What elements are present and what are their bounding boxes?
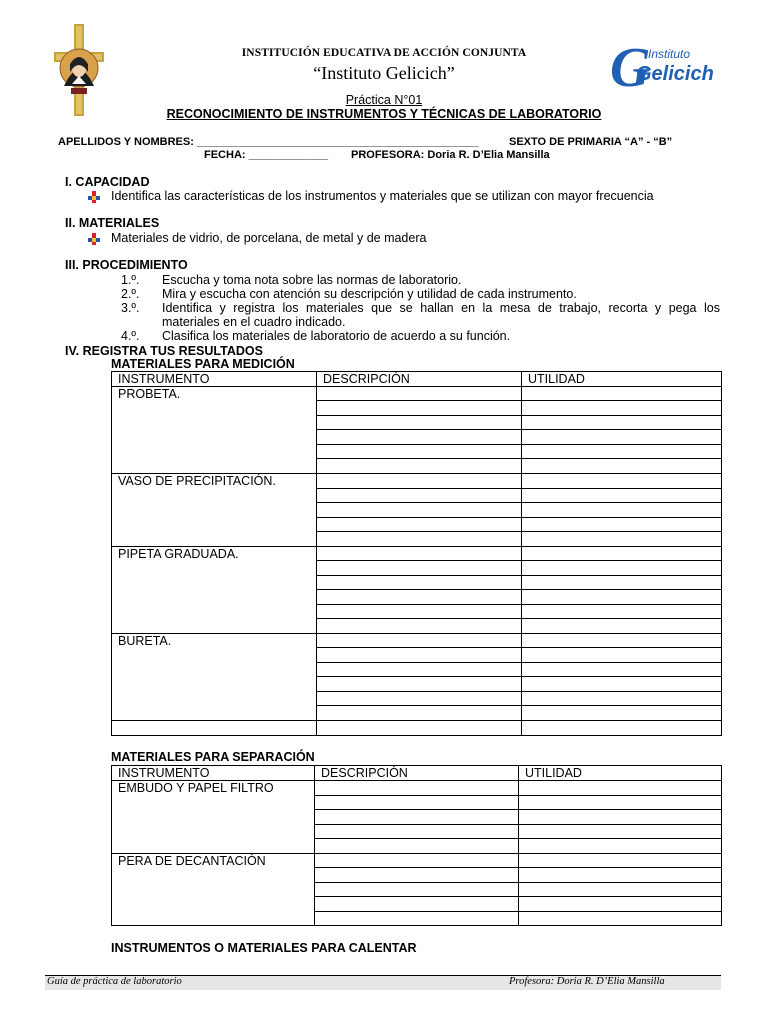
- utility-cell: [519, 781, 722, 796]
- utility-cell: [522, 692, 722, 706]
- procedure-heading: III. PROCEDIMIENTO: [65, 258, 188, 272]
- utility-cell: [519, 897, 722, 912]
- school-name: “Instituto Gelicich”: [313, 63, 455, 83]
- description-cell: [317, 590, 522, 605]
- utility-cell: [522, 547, 722, 561]
- step-number: 3.º.: [121, 301, 140, 315]
- utility-cell: [522, 561, 722, 576]
- gelicich-wordmark-logo: [608, 36, 714, 99]
- description-cell: [317, 532, 522, 547]
- instrument-cell: BURETA.: [112, 634, 317, 721]
- description-cell: [317, 706, 522, 721]
- utility-cell: [519, 810, 722, 825]
- description-cell: [317, 430, 522, 445]
- description-cell: [317, 561, 522, 576]
- description-cell: [315, 912, 519, 926]
- description-cell: [315, 796, 519, 810]
- utility-cell: [519, 912, 722, 926]
- utility-cell: [519, 825, 722, 839]
- teacher-label: PROFESORA: Doria R. D’Elia Mansilla: [351, 149, 550, 161]
- bullet-icon: [88, 232, 100, 250]
- description-cell: [317, 474, 522, 489]
- instrument-cell: [112, 721, 317, 736]
- utility-cell: [522, 576, 722, 590]
- column-header: INSTRUMENTO: [112, 372, 317, 387]
- column-header: UTILIDAD: [519, 766, 722, 781]
- description-cell: [317, 401, 522, 416]
- instrument-cell: PROBETA.: [112, 387, 317, 474]
- utility-cell: [522, 430, 722, 445]
- description-cell: [317, 663, 522, 677]
- step-text: Identifica y registra los materiales que se hallan en la mesa de trabajo, recorta y pega los: [162, 301, 720, 315]
- description-cell: [317, 459, 522, 474]
- footer-guide-label: Guía de práctica de laboratorio: [47, 976, 182, 987]
- practice-number: Práctica N°01: [345, 93, 423, 107]
- column-header: INSTRUMENTO: [112, 766, 315, 781]
- description-cell: [317, 634, 522, 648]
- step-text: Mira y escucha con atención su descripción y utilidad de cada instrumento.: [162, 287, 577, 301]
- description-cell: [317, 605, 522, 619]
- column-header: UTILIDAD: [522, 372, 722, 387]
- column-header: DESCRIPCIÓN: [315, 766, 519, 781]
- date-field: FECHA: _____________: [204, 149, 329, 161]
- description-cell: [317, 518, 522, 532]
- column-header: DESCRIPCIÓN: [317, 372, 522, 387]
- utility-cell: [522, 474, 722, 489]
- utility-cell: [522, 663, 722, 677]
- grade-label: SEXTO DE PRIMARIA “A” - “B”: [509, 136, 673, 148]
- step-number: 1.º.: [121, 273, 140, 287]
- bullet-icon: [88, 190, 100, 208]
- utility-cell: [522, 532, 722, 547]
- utility-cell: [522, 605, 722, 619]
- utility-cell: [519, 868, 722, 883]
- utility-cell: [519, 883, 722, 897]
- step-number: 2.º.: [121, 287, 140, 301]
- heating-section-title: INSTRUMENTOS O MATERIALES PARA CALENTAR: [111, 941, 417, 955]
- utility-cell: [522, 619, 722, 634]
- practice-topic: RECONOCIMIENTO DE INSTRUMENTOS Y TÉCNICAS DE LABORATORIO: [166, 107, 602, 121]
- description-cell: [315, 781, 519, 796]
- description-cell: [317, 387, 522, 401]
- svg-text:G: G: [610, 37, 651, 99]
- utility-cell: [522, 459, 722, 474]
- separation-table: [111, 765, 722, 926]
- utility-cell: [522, 634, 722, 648]
- utility-cell: [522, 518, 722, 532]
- utility-cell: [522, 387, 722, 401]
- utility-cell: [522, 416, 722, 430]
- utility-cell: [522, 677, 722, 692]
- svg-text:Instituto: Instituto: [648, 47, 691, 61]
- utility-cell: [522, 590, 722, 605]
- description-cell: [317, 677, 522, 692]
- names-field: APELLIDOS Y NOMBRES: ______________________________________________: [58, 136, 479, 148]
- description-cell: [317, 648, 522, 663]
- institution-name: INSTITUCIÓN EDUCATIVA DE ACCIÓN CONJUNTA: [241, 47, 527, 59]
- utility-cell: [522, 706, 722, 721]
- measurement-table-title: MATERIALES PARA MEDICIÓN: [111, 357, 295, 371]
- description-cell: [317, 503, 522, 518]
- svg-text:Gelicich: Gelicich: [636, 63, 714, 85]
- instrument-cell: PIPETA GRADUADA.: [112, 547, 317, 634]
- description-cell: [317, 416, 522, 430]
- step-text-continued: materiales en el cuadro indicado.: [162, 315, 346, 329]
- description-cell: [317, 445, 522, 459]
- step-number: 4.º.: [121, 329, 140, 343]
- description-cell: [315, 897, 519, 912]
- description-cell: [317, 692, 522, 706]
- materials-text: Materiales de vidrio, de porcelana, de metal y de madera: [111, 231, 427, 245]
- results-heading: IV. REGISTRA TUS RESULTADOS: [65, 344, 263, 358]
- description-cell: [315, 825, 519, 839]
- description-cell: [315, 854, 519, 868]
- description-cell: [315, 810, 519, 825]
- materials-heading: II. MATERIALES: [65, 216, 160, 230]
- utility-cell: [519, 854, 722, 868]
- description-cell: [317, 619, 522, 634]
- step-text: Escucha y toma nota sobre las normas de laboratorio.: [162, 273, 462, 287]
- footer-teacher-label: Profesora: Doria R. D’Elia Mansilla: [509, 976, 665, 987]
- description-cell: [315, 883, 519, 897]
- instrument-cell: VASO DE PRECIPITACIÓN.: [112, 474, 317, 547]
- measurement-table: [111, 371, 722, 736]
- utility-cell: [522, 503, 722, 518]
- utility-cell: [519, 839, 722, 854]
- capacity-heading: I. CAPACIDAD: [65, 175, 150, 189]
- utility-cell: [522, 648, 722, 663]
- utility-cell: [522, 445, 722, 459]
- utility-cell: [522, 401, 722, 416]
- separation-table-title: MATERIALES PARA SEPARACIÓN: [111, 750, 315, 764]
- description-cell: [317, 489, 522, 503]
- utility-cell: [522, 721, 722, 736]
- description-cell: [317, 721, 522, 736]
- step-text: Clasifica los materiales de laboratorio de acuerdo a su función.: [162, 329, 511, 343]
- instrument-cell: EMBUDO Y PAPEL FILTRO: [112, 781, 315, 854]
- utility-cell: [522, 489, 722, 503]
- capacity-text: Identifica las características de los instrumentos y materiales que se utilizan con mayor frecuencia: [111, 189, 654, 203]
- description-cell: [315, 868, 519, 883]
- instrument-cell: PERA DE DECANTACIÓN: [112, 854, 315, 926]
- description-cell: [317, 547, 522, 561]
- description-cell: [317, 576, 522, 590]
- utility-cell: [519, 796, 722, 810]
- description-cell: [315, 839, 519, 854]
